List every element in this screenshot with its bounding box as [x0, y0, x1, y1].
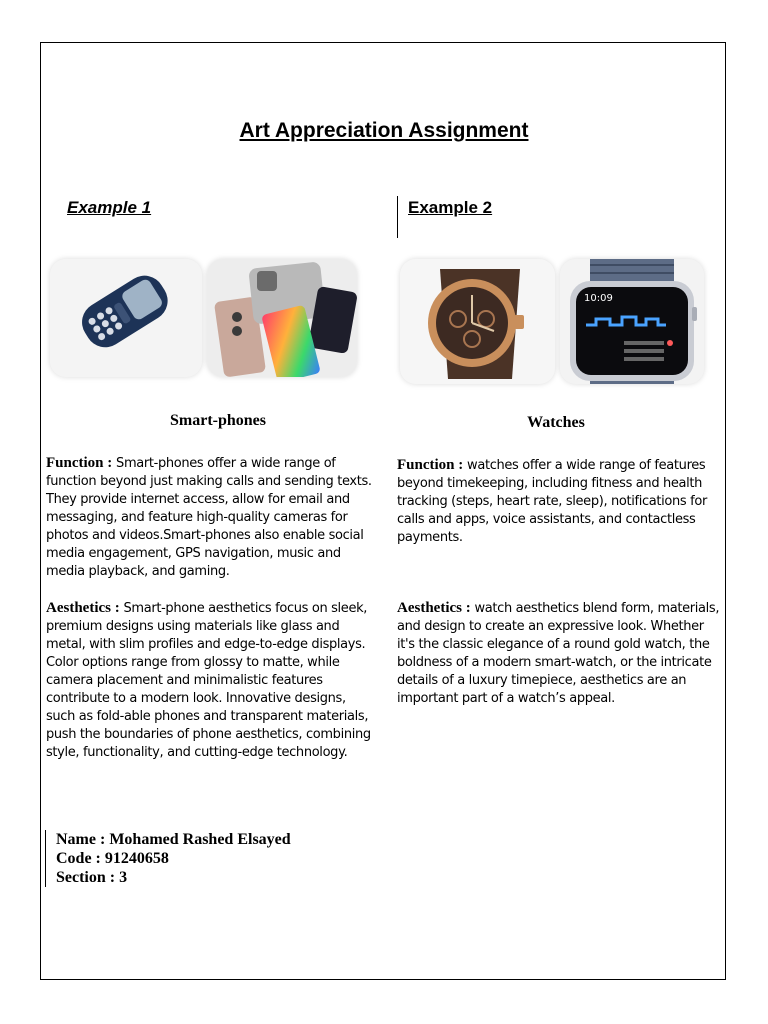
function-lead: Function :	[397, 457, 464, 473]
student-section: Section : 3	[56, 869, 128, 886]
gold-watch-photo	[400, 259, 555, 384]
example-2-label: Example 2	[408, 198, 493, 217]
column-divider	[397, 196, 398, 238]
aesthetics-text: Smart-phone aesthetics focus on sleek, premium designs using materials like glass and metal, with slim profiles and edge-to-edge displays. Color options range from glossy to matte, while camera placement and minimalistic features contribute to a modern look. Innovative designs, such as fold-able phones and transparent materials, push the boundaries of phone aesthetics, combining style, functionality, and cutting-edge technology.	[46, 601, 371, 760]
function-text: watches offer a wide range of features beyond timekeeping, including fitness and health tracking (steps, heart rate, sleep), notifications for calls and apps, voice assistants, and contactless payments.	[397, 458, 707, 545]
page-title: Art Appreciation Assignment	[239, 119, 529, 142]
example-1-aesthetics	[46, 599, 376, 762]
smartwatch-time: 10:09	[584, 293, 613, 304]
example-2-function	[397, 456, 721, 547]
classic-phone-photo	[50, 259, 202, 377]
aesthetics-lead: Aesthetics :	[46, 600, 120, 616]
function-text: Smart-phones offer a wide range of function beyond just making calls and sending texts. They provide internet access, allow for email and messaging, and feature high-quality cameras for photos and videos.Smart-phones also enable social media engagement, GPS navigation, music and media playback, and gaming.	[46, 456, 372, 579]
example-2-aesthetics	[397, 599, 721, 708]
example-1-caption: Smart-phones	[169, 412, 266, 429]
example-2-caption: Watches	[527, 414, 585, 431]
aesthetics-lead: Aesthetics :	[397, 600, 471, 616]
student-name: Name : Mohamed Rashed Elsayed	[56, 831, 291, 848]
example-1-label: Example 1	[67, 198, 152, 217]
example-1-function	[46, 454, 372, 581]
smartwatch-photo	[560, 259, 704, 384]
smartphones-photo	[207, 259, 357, 377]
student-code: Code : 91240658	[56, 850, 169, 867]
aesthetics-text: watch aesthetics blend form, materials, and design to create an expressive look. Whether it's the classic elegance of a round gold watch, the boldness of a modern smart-watch, or the intricate details of a luxury timepiece, aesthetics are an important part of a watch’s appeal.	[397, 601, 720, 706]
student-info	[45, 830, 291, 887]
function-lead: Function :	[46, 455, 113, 471]
